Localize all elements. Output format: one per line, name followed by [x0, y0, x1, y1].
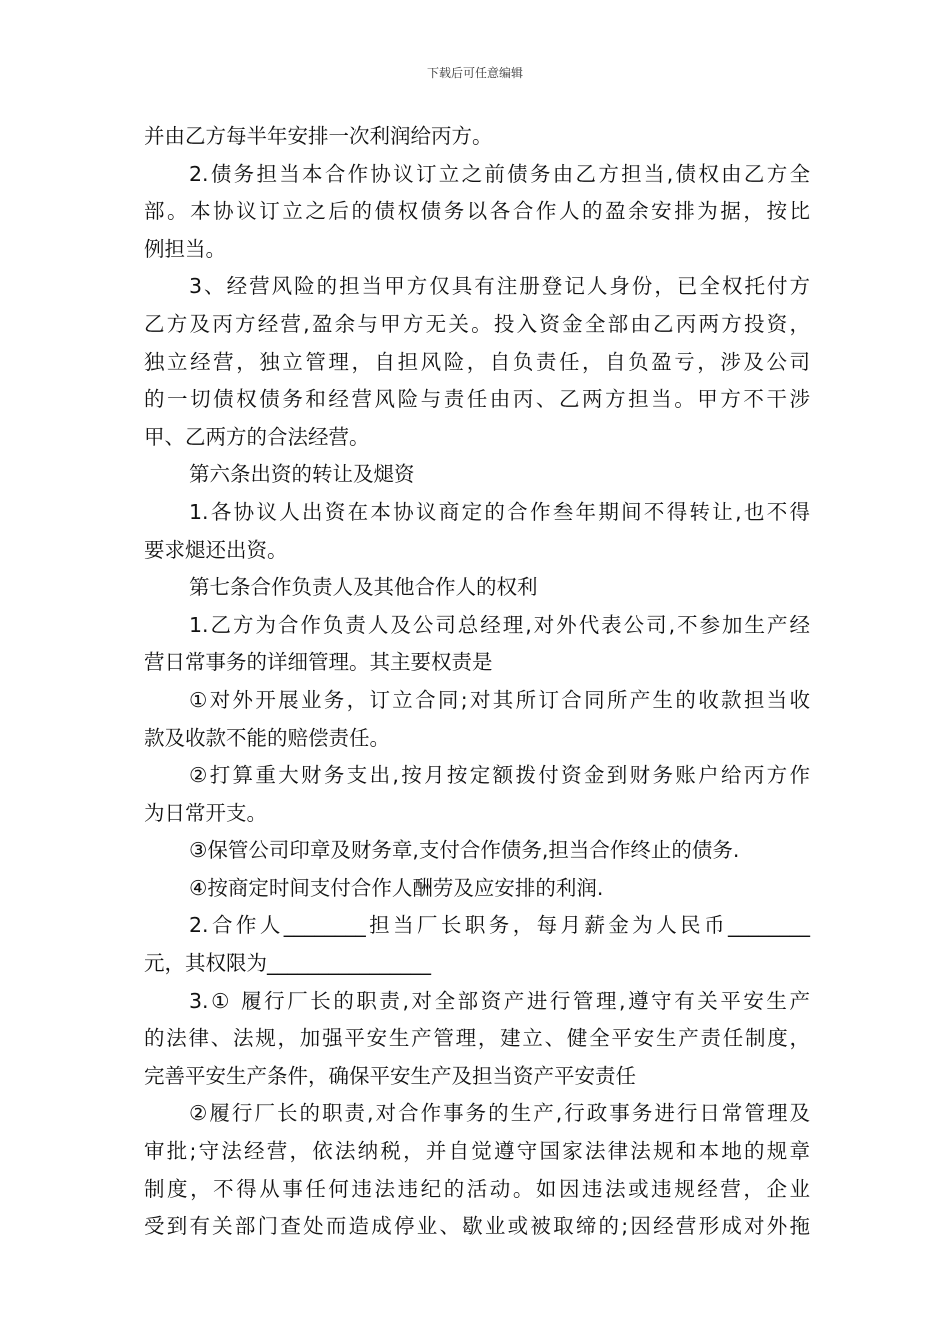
text-line: ②履行厂长的职责,对合作事务的生产,行政事务进行日常管理及	[189, 1101, 810, 1126]
text-line: 审批;守法经营，依法纳税，并自觉遵守国家法律法规和本地的规章	[144, 1139, 810, 1164]
text-line: 独立经营，独立管理，自担风险，自负责任，自负盈亏，涉及公司	[144, 349, 810, 374]
page-header: 下载后可任意编辑	[426, 66, 523, 80]
text-line: 元，其权限为________________	[144, 951, 431, 976]
text-line: 并由乙方每半年安排一次利润给丙方。	[144, 124, 493, 148]
text-line: 款及收款不能的赔偿责任。	[144, 725, 390, 750]
section-heading: 第七条合作负责人及其他合作人的权利	[189, 575, 538, 600]
text-line: 例担当。	[144, 236, 226, 261]
text-line: ③保管公司印章及财务章,支付合作债务,担当合作终止的债务.	[189, 838, 740, 863]
document-body	[144, 118, 810, 1246]
text-line: 的一切债权债务和经营风险与责任由丙、乙两方担当。甲方不干涉	[144, 387, 810, 412]
text-line: 制度，不得从事任何违法违纪的活动。如因违法或违规经营，企业	[144, 1176, 810, 1201]
text-line: 2.合作人________担当厂长职务，每月薪金为人民币________	[189, 913, 810, 938]
text-line: 1.乙方为合作负责人及公司总经理,对外代表公司,不参加生产经	[189, 612, 810, 637]
text-line: 受到有关部门查处而造成停业、歇业或被取缔的;因经营形成对外拖	[144, 1214, 810, 1239]
text-line: 乙方及丙方经营,盈余与甲方无关。投入资金全部由乙丙两方投资，	[144, 311, 810, 336]
text-line: 的法律、法规，加强平安生产管理，建立、健全平安生产责任制度，	[144, 1026, 810, 1051]
text-line: ②打算重大财务支出,按月按定额拨付资金到财务账户给丙方作	[189, 763, 810, 788]
text-line: 甲、乙两方的合法经营。	[144, 424, 370, 449]
text-line: 3.① 履行厂长的职责,对全部资产进行管理,遵守有关平安生产	[189, 988, 810, 1013]
text-line: 3、经营风险的担当甲方仅具有注册登记人身份，已全权托付方	[189, 274, 810, 299]
text-line: 部。本协议订立之后的债权债务以各合作人的盈余安排为据，按比	[144, 199, 810, 224]
text-line: 要求煺还出资。	[144, 537, 288, 562]
text-line: ①对外开展业务，订立合同;对其所订合同所产生的收款担当收	[189, 687, 810, 712]
text-line: 1.各协议人出资在本协议商定的合作叁年期间不得转让,也不得	[189, 499, 810, 524]
text-line: 2.债务担当本合作协议订立之前债务由乙方担当,债权由乙方全	[189, 161, 810, 186]
text-line: 为日常开支。	[144, 800, 267, 825]
text-line: 完善平安生产条件，确保平安生产及担当资产平安责任	[144, 1063, 636, 1088]
section-heading: 第六条出资的转让及煺资	[189, 462, 415, 487]
text-line: ④按商定时间支付合作人酬劳及应安排的利润.	[189, 875, 604, 900]
text-line: 营日常事务的详细管理。其主要权责是	[144, 650, 493, 675]
